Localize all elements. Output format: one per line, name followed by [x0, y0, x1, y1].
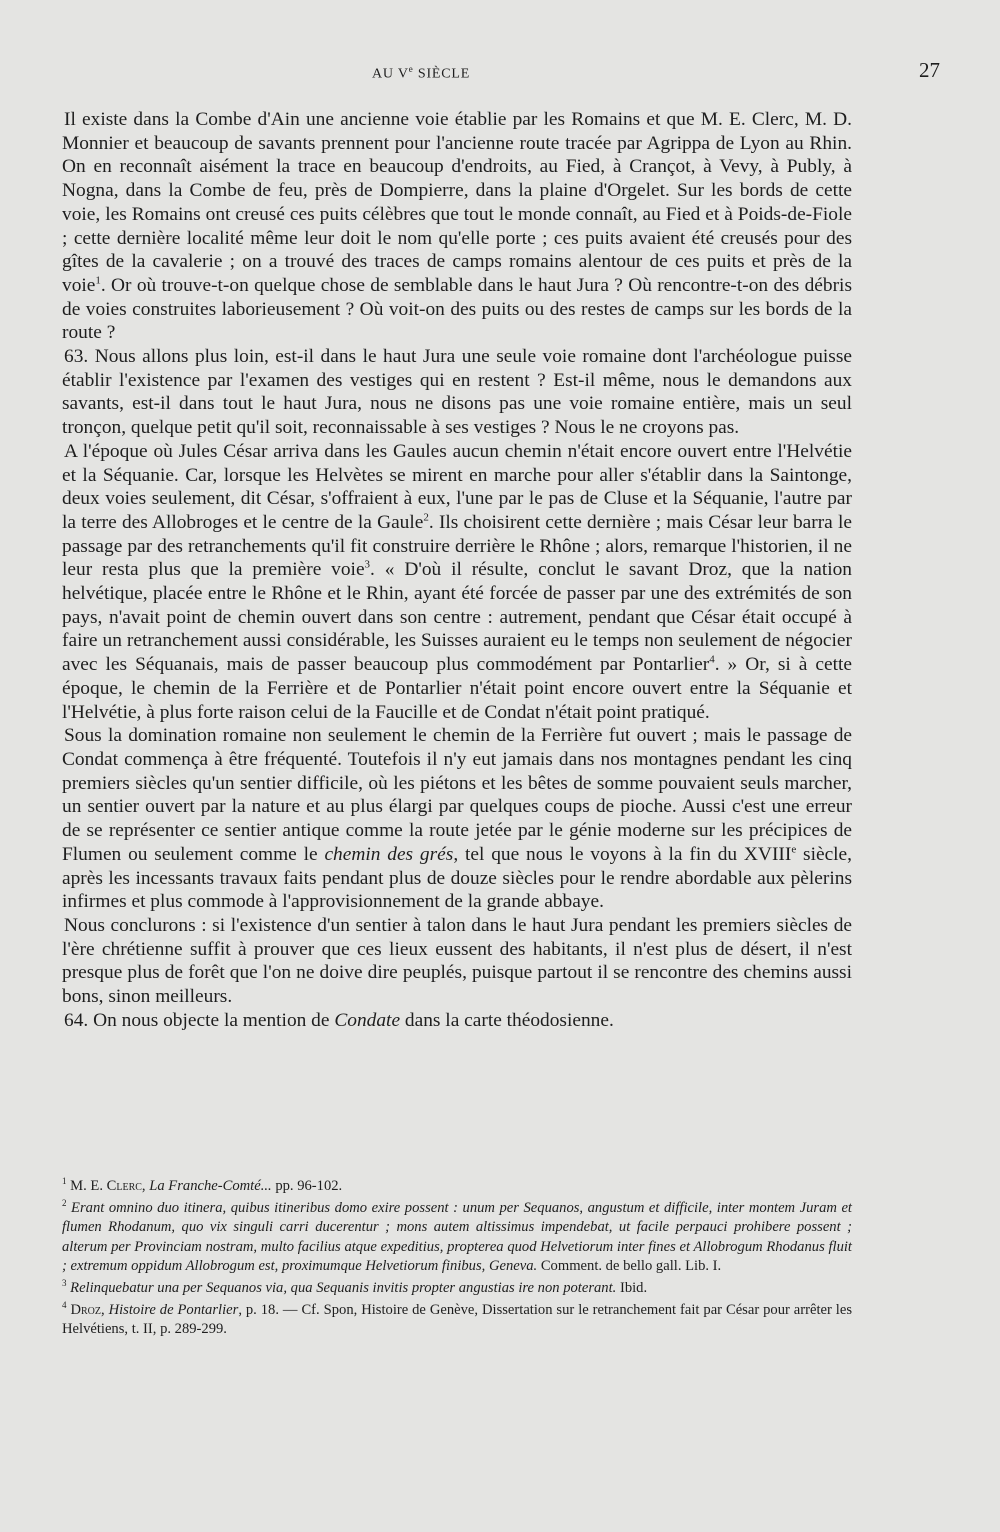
paragraph-voie-romaine: Il existe dans la Combe d'Ain une ancienne voie établie par les Romains et que M. E. Clerc, M. D. Monnier et beaucoup de savants prennent pour l'ancienne route tracée par Agrippa de Lyon au Rhin. On en reconnaît aisément la trace en beaucoup d'endroits, au Fied, à Crançot, à Vevy, à Publy, à Nogna, dans la Combe de feu, près de Dompierre, dans la plaine d'Orgelet. Sur les bords de cette voie, les Romains ont creusé ces puits célèbres que tout le monde connaît, au Fied et à Poids-de-Fiole ; cette dernière localité même leur doit le nom qu'elle porte ; ces puits avaient été creusés pour des gîtes de la cavalerie ; on a trouvé des traces de camps romains alentour de ces puits et près de la voie$^1$. Or où trouve-t-on quelque chose de semblable dans le haut Jura ? Où rencontre-t-on des débris de voies construites laborieusement ? Où voit-on des puits ou des restes de camps sur les bords de la route ? — [62, 109, 852, 344]
footnote-ref: 2 — [423, 511, 429, 524]
footnote-2: $^2$ Erant omnino duo itinera, quibus itineribus domo exire possent : unum per Sequanos, angustum et difficile, inter montem Juram et flumen Rhodanum, quo vix singuli carri ducerentur ; mons autem altissimus impendebat, ut facile perpauci prohibere possent ; alterum per Provinciam nostram, multo facilius atque expeditius, propterea quod Helvetiorum inter fines et Allobrogum Rhodanus fluit ; extremum oppidum Allobrogum est, proximumque Helvetiorum finibus, Geneva. Comment. de bello gall. Lib. I. — [62, 1197, 852, 1275]
running-title: AU Ve SIÈCLE — [372, 64, 471, 82]
footnote-ref: 4 — [709, 653, 715, 666]
footnote-4: $^4$ Droz, Histoire de Pontarlier, p. 18. — Cf. Spon, Histoire de Genève, Dissertation sur le retranchement fait par César pour arrêter les Helvétiens, t. II, p. 289-299. — [62, 1299, 853, 1338]
footnote-1: $^1$ M. E. Clerc, La Franche-Comté... pp. 96-102. — [62, 1176, 343, 1194]
footnote-ref: 1 — [95, 274, 101, 287]
paragraph-64: 64. On nous objecte la mention de Condate dans la carte théodosienne. — [64, 1009, 614, 1031]
paragraph-domination: Sous la domination romaine non seulement le chemin de la Ferrière fut ouvert ; mais le passage de Condat commença à être fréquenté. Toutefois il n'y eut jamais dans nos montagnes pendant les cinq premiers siècles qu'un sentier difficile, où les piétons et les bêtes de somme pouvaient seuls marcher, un sentier ouvert par la nature et au plus élargi par quelques coups de pioche. Aussi c'est une erreur de se représenter ce sentier antique comme la route jetée par le génie moderne sur les précipices de Flumen ou seulement comme le chemin des grés, tel que nous le voyons à la fin du XVIIIe siècle, après les incessants travaux faits pendant plus de douze siècles pour le rendre abordable aux pèlerins infirmes et plus commode à l'approvisionnement de la grande abbaye. — [62, 725, 853, 913]
footnote-ref: 3 — [364, 558, 371, 571]
page-number: 27 — [919, 58, 940, 82]
paragraph-63: 63. Nous allons plus loin, est-il dans le haut Jura une seule voie romaine dont l'archéologue puisse établir l'existence par l'examen des vestiges qui en restent ? Est-il même, nous le demandons aux savants, est-il dans tout le haut Jura, nous ne disons pas une voie romaine entière, mais un seul tronçon, quelque petit qu'il soit, reconnaissable à ses vestiges ? Nous le ne croyons pas. — [62, 346, 852, 439]
page-header — [62, 58, 940, 84]
paragraph-conclurons: Nous conclurons : si l'existence d'un sentier à talon dans le haut Jura pendant les premiers siècles de l'ère chrétienne suffit à prouver que ces lieux eussent des habitants, il n'est plus de désert, il n'est presque plus de forêt que l'on ne doive dire peuplés, puisque partout il se rencontre des chemins aussi bons, sinon meilleurs. — [62, 914, 852, 1008]
footnotes — [62, 1177, 852, 1342]
paragraph-cesar: A l'époque où Jules César arriva dans les Gaules aucun chemin n'était encore ouvert entre l'Helvétie et la Séquanie. Car, lorsque les Helvètes se mirent en marche pour aller s'établir dans la Saintonge, deux voies seulement, dit César, s'offraient à eux, l'une par le pas de Cluse et la Séquanie, l'autre par la terre des Allobroges et le centre de la Gaule$^2$. Ils choisirent cette dernière ; mais César leur barra le passage par des retranchements qu'il fit construire derrière le Rhône ; alors, remarque l'historien, il ne leur resta plus que la première voie$^3$. « D'où il résulte, conclut le savant Droz, que la nation helvétique, placée entre le Rhône et le Rhin, ayant été forcée de passer par une des extrémités de son pays, n'avait point de chemin ouvert dans son centre : autrement, pendant que César était occupé à faire un retranchement aussi considérable, les Suisses auraient eu le temps non seulement de négocier avec les Séquanais, mais de passer beaucoup plus commodément par Pontarlier$^4$. » Or, si à cette époque, le chemin de la Ferrière et de Pontarlier n'était point encore ouvert entre la Séquanie et l'Helvétie, à plus forte raison celui de la Faucille et de Condat n'était point pratiqué. — [62, 440, 852, 723]
body-text — [62, 108, 852, 1032]
footnote-3: $^3$ Relinquebatur una per Sequanos via, qua Sequanis invitis propter angustias ire non poterant. Ibid. — [62, 1278, 648, 1296]
